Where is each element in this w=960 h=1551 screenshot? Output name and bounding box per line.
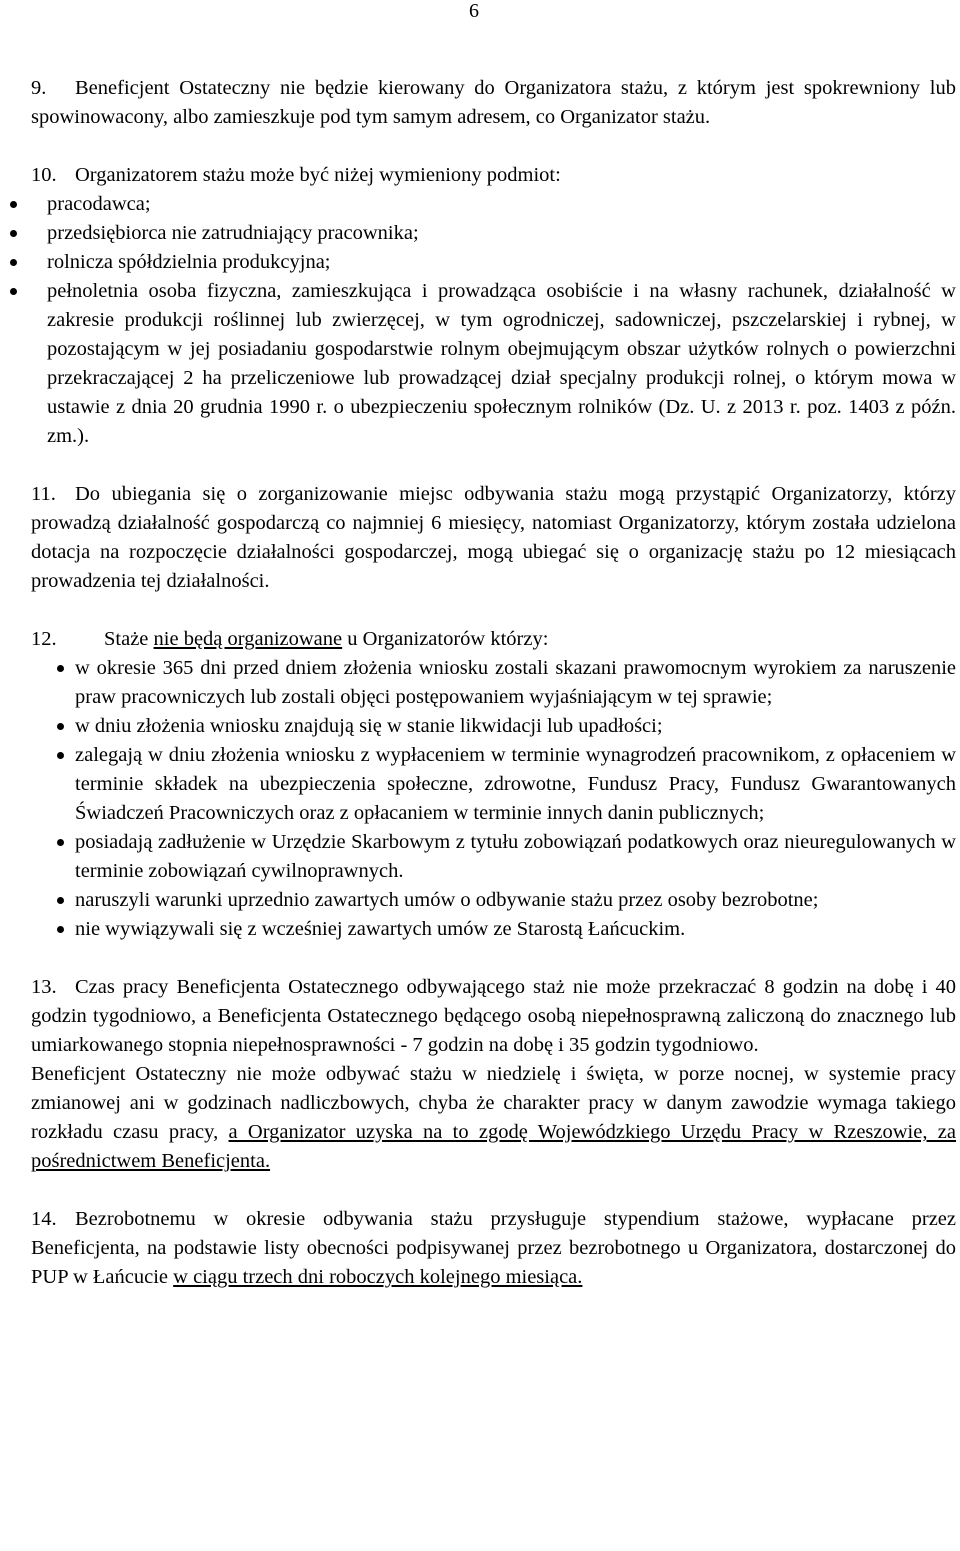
podmiot-list bbox=[31, 190, 956, 451]
section-number: 12. bbox=[31, 628, 57, 650]
section-lead-a: Staże bbox=[104, 628, 154, 650]
section-number: 11. bbox=[31, 483, 56, 505]
list-item: rolnicza spółdzielnia produkcyjna; bbox=[31, 248, 956, 277]
section-number: 13. bbox=[31, 976, 57, 998]
page-number: 6 bbox=[469, 0, 479, 22]
list-item: naruszyli warunki uprzednio zawartych umów o odbywanie stażu przez osoby bezrobotne; bbox=[31, 886, 956, 915]
section-number: 9. bbox=[31, 77, 47, 99]
section-9 bbox=[31, 74, 956, 132]
exclusion-list bbox=[31, 654, 956, 944]
list-item: pełnoletnia osoba fizyczna, zamieszkująca i prowadząca osobiście i na własny rachunek, działalność w zakresie produkcji roślinnej lub zwierzęcej, w tym ogrodniczej, sadowniczej, pszczelarskiej i rybnej, w pozostającym w jej posiadaniu gospodarstwie rolnym obejmującym obszar użytków rolnych o powierzchni przekraczającej 2 ha przeliczeniowe lub prowadzącej dział specjalny produkcji rolnej, o którym mowa w ustawie z dnia 20 grudnia 1990 r. o ubezpieczeniu społecznym rolników (Dz. U. z 2013 r. poz. 1403 z późn. zm.). bbox=[31, 277, 956, 451]
underlined-phrase: a Organizator uzyska na to zgodę Wojewódzkiego Urzędu Pracy w Rzeszowie, za pośrednictwem Beneficjenta. bbox=[31, 1121, 956, 1172]
section-text: Bezrobotnemu w okresie odbywania stażu przysługuje stypendium stażowe, wypłacane przez Beneficjenta, na podstawie listy obecności podpisywanej przez bezrobotnego u Organizatora, dostarczonej do PUP w Łańcucie bbox=[31, 1208, 956, 1288]
section-number: 10. bbox=[31, 164, 57, 186]
list-item: przedsiębiorca nie zatrudniający pracownika; bbox=[31, 219, 956, 248]
section-14 bbox=[31, 1205, 956, 1292]
paragraph-text: Beneficjent Ostateczny nie może odbywać stażu w niedzielę i święta, w porze nocnej, w systemie pracy zmianowej ani w godzinach nadliczbowych, chyba że charakter pracy w danym zawodzie wymaga takiego rozkładu czasu pracy, bbox=[31, 1063, 956, 1143]
list-item: w dniu złożenia wniosku znajdują się w stanie likwidacji lub upadłości; bbox=[31, 712, 956, 741]
section-text: Beneficjent Ostateczny nie będzie kierowany do Organizatora stażu, z którym jest spokrewniony lub spowinowacony, albo zamieszkuje pod tym samym adresem, co Organizator stażu. bbox=[31, 77, 956, 128]
list-item: zalegają w dniu złożenia wniosku z wypłaceniem w terminie wynagrodzeń pracownikom, z opłaceniem w terminie składek na ubezpieczenia społeczne, zdrowotne, Fundusz Pracy, Fundusz Gwarantowanych Świadczeń Pracowniczych oraz z opłacaniem w terminie innych danin publicznych; bbox=[31, 741, 956, 828]
list-item: w okresie 365 dni przed dniem złożenia wniosku zostali skazani prawomocnym wyrokiem za naruszenie praw pracowniczych lub zostali objęci postępowaniem wyjaśniającym w tej sprawie; bbox=[31, 654, 956, 712]
list-item: pracodawca; bbox=[31, 190, 956, 219]
section-text: Do ubiegania się o zorganizowanie miejsc odbywania stażu mogą przystąpić Organizatorzy, którzy prowadzą działalność gospodarczą co najmniej 6 miesięcy, natomiast Organizatorzy, którym została udzielona dotacja na rozpoczęcie działalności gospodarczej, mogą ubiegać się o organizację stażu po 12 miesiącach prowadzenia tej działalności. bbox=[31, 483, 956, 592]
section-number: 14. bbox=[31, 1208, 57, 1230]
section-lead-b: u Organizatorów którzy: bbox=[342, 628, 549, 650]
section-lead: Organizatorem stażu może być niżej wymieniony podmiot: bbox=[75, 164, 561, 186]
section-13 bbox=[31, 973, 956, 1176]
underlined-phrase: nie będą organizowane bbox=[153, 628, 343, 650]
list-item: nie wywiązywali się z wcześniej zawartych umów ze Starostą Łańcuckim. bbox=[31, 915, 956, 944]
section-10 bbox=[31, 161, 956, 451]
underlined-phrase: w ciągu trzech dni roboczych kolejnego miesiąca. bbox=[173, 1266, 583, 1288]
document-body bbox=[31, 74, 956, 1292]
section-11 bbox=[31, 480, 956, 596]
section-12 bbox=[31, 625, 956, 944]
section-text: Czas pracy Beneficjenta Ostatecznego odbywającego staż nie może przekraczać 8 godzin na dobę i 40 godzin tygodniowo, a Beneficjenta Ostatecznego będącego osobą niepełnosprawną zaliczoną do znacznego lub umiarkowanego stopnia niepełnosprawności - 7 godzin na dobę i 35 godzin tygodniowo. bbox=[31, 976, 956, 1056]
list-item: posiadają zadłużenie w Urzędzie Skarbowym z tytułu zobowiązań podatkowych oraz nieuregulowanych w terminie zobowiązań cywilnoprawnych. bbox=[31, 828, 956, 886]
